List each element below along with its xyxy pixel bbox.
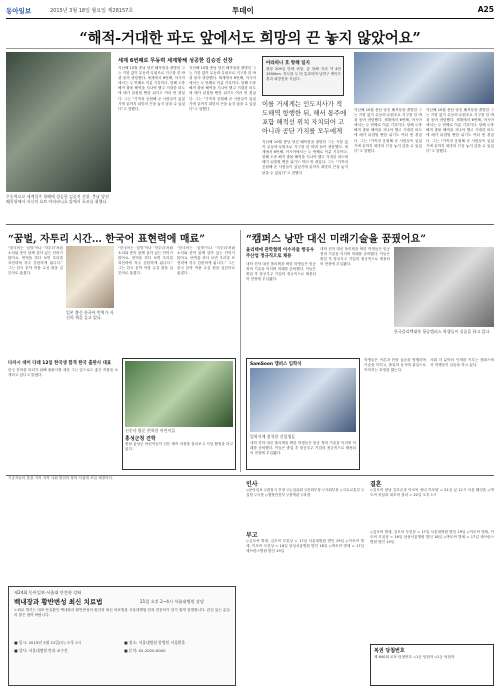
voyage-log-label: 아라파니 호 항해 일지 xyxy=(266,61,310,66)
field-trip-photo xyxy=(125,361,233,427)
newspaper-logo: 동아일보 xyxy=(6,7,32,15)
ceremony-photo-caption: 입학식에 참석한 신입생들 xyxy=(250,434,296,439)
story2-continued: 기증자들의 뜻을 기려 지역 사회 발전과 장학 사업에 쓰일 예정이다. xyxy=(8,476,114,480)
ceremony-text: 대학 진학 대신 폴리텍을 택한 학생들은 항공 정비 기술을 익히며 미래를 준비했다. 이들은 졸업 후 항공우주 기업의 정규직으로 채용되어 현장에 투입됐다. xyxy=(250,441,356,456)
story3-kicker: 올리텍에 관학협력 이수자들 항공우주산업 정규직으로 채용 xyxy=(246,248,315,259)
obituary-title: 부고 xyxy=(246,532,258,539)
story3-body-col2: 대학 진학 대신 폴리텍을 택한 학생들은 항공 정비 기술을 익히며 미래를 준비했다. 이들은 졸업 후 항공우주 기업의 정규직으로 채용되어 현장에 투입됐다. xyxy=(320,247,390,267)
ad-item: ■ 일시: 2015년 3월 21일(토) 오후 2시 xyxy=(14,640,82,645)
story1-body-col4: 지난해 10월 충남 당진 왜목항을 출발한 그는 기항 없이 무동력·무원조로 지구를 한 바퀴 돌아 귀항했다. 세계에서 6번째, 아시아에서는 두 번째로 이룬 기록이다. 항해 도중 해적 출몰 해역을 지나야 했고 거대한 파도에 배가 뒤집힐 뻔한 위기도 여러 번 겪었다. 그는 “가족과 응원해 준 사람들이 있었기에 끝까지 희망의 끈을 놓지 않을 수 있었다”고 말했다. xyxy=(354,108,422,153)
voyage-log-text: 출항 209일 만에 귀항. 총 항해 거리 약 4만1900km. 적도를 두 번 통과하며 남반구 케이프혼과 희망봉을 지났다. xyxy=(266,67,341,82)
ad-date-line: 21일 오후 2~4시 서울대병원 강당 xyxy=(140,599,204,604)
story1-body-col5: 지난해 10월 충남 당진 왜목항을 출발한 그는 기항 없이 무동력·무원조로 지구를 한 바퀴 돌아 귀항했다. 세계에서 6번째, 아시아에서는 두 번째로 이룬 기록이다. 항해 도중 해적 출몰 해역을 지나야 했고 거대한 파도에 배가 뒤집힐 뻔한 위기도 여러 번 겪었다. 그는 “가족과 응원해 준 사람들이 있었기에 끝까지 희망의 끈을 놓지 않을 수 있었다”고 말했다. xyxy=(426,108,494,153)
ceremony-label: SamSoon 캠퍼스 입학식 xyxy=(250,362,302,367)
story2-headline: “꿈벌, 자투리 시간… 한국어 표현력에 매료” xyxy=(8,234,205,245)
ad-item: ■ 문의: 02-2020-0000 xyxy=(124,648,166,653)
story1-kicker: 세계 6번째로 무동력 세계항해 성공한 김승진 선장 xyxy=(118,58,233,64)
story3-body-col4: 사회 각 분야의 인재를 키우는 캠퍼스에서 학생들이 실습을 하고 있다. xyxy=(430,358,494,368)
story1-body-col2: 지난해 10월 충남 당진 왜목항을 출발한 그는 기항 없이 무동력·무원조로 지구를 한 바퀴 돌아 귀항했다. 세계에서 6번째, 아시아에서는 두 번째로 이룬 기록이다. 항해 도중 해적 출몰 해역을 지나야 했고 거대한 파도에 배가 뒤집힐 뻔한 위기도 여러 번 겪었다. 그는 “가족과 응원해 준 사람들이 있었기에 끝까지 희망의 끈을 놓지 않을 수 있었다”고 말했다. xyxy=(189,66,256,111)
story2-body-col1: “한국어는 ‘꿈벌’이나 ‘자투리’처럼 소리와 뜻이 함께 살아 있는 단어가 많아요. 번역을 하다 보면 우리말 표현력에 자주 감탄하게 됩니다.” 그는 한국 문학 작품 수십 편을 일본어로 옮겼다. xyxy=(8,246,63,276)
pull-quote: 이를 거세게는 인도지사가 적도해역 항행한 뒤, 해서 통주에 포함 해적선 위치 자치되어 고 아니라 공단 가지를 모두에게 xyxy=(262,100,347,135)
story3-headline: “캠퍼스 낭만 대신 미래기술을 꿈꿨어요” xyxy=(246,234,426,245)
captain-photo-caption: 무동력으로 세계일주 항해에 성공한 김승진 선장. 충남 당진 왜목항에서 자신의 요트 아라파니호 앞에서 포즈를 취했다. xyxy=(6,194,109,204)
masthead xyxy=(6,4,494,18)
aerospace-photo xyxy=(394,247,494,327)
story1-rule xyxy=(6,224,494,225)
lottery-body: 제 640회 로또 당첨번호 ◇1등 당첨자 ◇2등 당첨자 xyxy=(374,655,455,659)
appointments-body: ◇동아일보 ▽편집국 부장 ▽논설위원 ▽문화부장 ▽사회부장 ◇국토교통부 ▽실장 ▽국장 ◇행정안전부 ▽정책관 ▽과장 xyxy=(246,488,364,498)
ad-item: ■ 장소: 서울대병원 암병원 서성환홀 xyxy=(124,640,186,645)
wedding-title: 결혼 xyxy=(370,481,382,488)
story1-body-col1: 지난해 10월 충남 당진 왜목항을 출발한 그는 기항 없이 무동력·무원조로 지구를 한 바퀴 돌아 귀항했다. 세계에서 6번째, 아시아에서는 두 번째로 이룬 기록이다. 항해 도중 해적 출몰 해역을 지나야 했고 거대한 파도에 배가 뒤집힐 뻔한 위기도 여러 번 겪었다. 그는 “가족과 응원해 준 사람들이 있었기에 끝까지 희망의 끈을 놓지 않을 수 있었다”고 말했다. xyxy=(118,66,185,111)
obituary-body-col1: ◇김모씨 별세, 김모씨 부친상 = 17일 서울대병원 발인 19일 ◇이모씨 별세, 이모씨 모친상 = 16일 삼성서울병원 발인 18일 ◇박모씨 별세 = 17일 세브란스병원 발인 19일 xyxy=(246,539,364,554)
ad-title: 백내장과 황반변성 최신 치료법 xyxy=(14,598,103,606)
ad-intro: 노화로 생기는 대표 안질환인 백내장과 황반변성의 원인과 최신 치료법을 서울대병원 안과 전문의가 알기 쉽게 설명합니다. 관심 있는 분들의 많은 참여 바랍니다. xyxy=(14,608,230,618)
wedding-body: ◇김모씨 장남 김모군과 이모씨 장녀 이모양 = 21일 낮 12시 서울 웨딩홀 ◇박모씨 차남과 최모씨 장녀 = 22일 오후 1시 xyxy=(370,488,494,498)
field-trip-title: 홍성군청 견학 xyxy=(125,436,156,442)
story3-body-col1: 대학 진학 대신 폴리텍을 택한 학생들은 항공 정비 기술을 익히며 미래를 준비했다. 이들은 졸업 후 항공우주 기업의 정규직으로 채용되어 현장에 투입됐다. xyxy=(246,262,316,282)
story2-body-col3: “한국어는 ‘꿈벌’이나 ‘자투리’처럼 소리와 뜻이 함께 살아 있는 단어가 많아요. 번역을 하다 보면 우리말 표현력에 자주 감탄하게 됩니다.” 그는 한국 문학 작품 수십 편을 일본어로 옮겼다. xyxy=(177,246,235,276)
ceremony-photo xyxy=(250,368,356,432)
page-number: A25 xyxy=(477,5,494,14)
column-divider xyxy=(240,230,241,472)
field-trip-photo-caption: 신문사 방문 견학한 어린이들 xyxy=(125,428,176,433)
story1-body-col3: 지난해 10월 충남 당진 왜목항을 출발한 그는 기항 없이 무동력·무원조로 지구를 한 바퀴 돌아 귀항했다. 세계에서 6번째, 아시아에서는 두 번째로 이룬 기록이다. 항해 도중 해적 출몰 해역을 지나야 했고 거대한 파도에 배가 뒤집힐 뻔한 위기도 여러 번 겪었다. 그는 “가족과 응원해 준 사람들이 있었기에 끝까지 희망의 끈을 놓지 않을 수 있었다”고 말했다. xyxy=(262,140,348,175)
appointments-title: 인사 xyxy=(246,481,258,488)
aerospace-photo-caption: 한국폴리텍대학 항공캠퍼스 학생들이 실습을 하고 있다. xyxy=(394,329,491,334)
obituary-body-col2: ◇김모씨 별세, 김모씨 부친상 = 17일 서울대병원 발인 19일 ◇이모씨 별세, 이모씨 모친상 = 16일 삼성서울병원 발인 18일 ◇박모씨 별세 = 17일 세브란스병원 발인 19일 xyxy=(370,530,494,545)
issue-date: 2015년 3월 18일 월요일 제28157호 xyxy=(50,8,134,14)
field-trip-text: 충남 홍성군 어린이들이 신문 제작 과정을 둘러보고 기념 촬영을 하고 있다. xyxy=(125,442,233,452)
yacht-photo xyxy=(354,52,494,104)
translator-photo xyxy=(66,246,114,308)
lottery-title: 복권 당첨번호 xyxy=(374,648,405,654)
section-title: 투데이 xyxy=(232,6,254,15)
story2-body-col2: “한국어는 ‘꿈벌’이나 ‘자투리’처럼 소리와 뜻이 함께 살아 있는 단어가 많아요. 번역을 하다 보면 우리말 표현력에 자주 감탄하게 됩니다.” 그는 한국 문학 작품 수십 편을 일본어로 옮겼다. xyxy=(118,246,173,276)
story2-sub-body: 한국 문학을 알리기 위해 출판사를 세운 그는 앞으로도 좋은 작품을 소개하고 싶다고 밝혔다. xyxy=(8,368,118,378)
ad-top-line: 제24회 동아일보·서울대 안전관 강좌 xyxy=(14,590,82,595)
translator-photo-caption: 일본 출신 한국어 번역가 자신의 책을 들고 있다. xyxy=(66,310,114,320)
main-headline: “해적-거대한 파도 앞에서도 희망의 끈 놓지 않았어요” xyxy=(79,30,421,47)
headline-rule xyxy=(6,48,494,49)
masthead-rule xyxy=(6,18,494,19)
captain-photo xyxy=(6,52,111,192)
ad-item: ■ 강사: 서울대병원 안과 교수진 xyxy=(14,648,68,653)
story3-body-col3: 학생들은 이론과 현장 실습을 병행하며 기술을 익히고, 졸업과 동시에 취업으로 이어지는 과정을 밟는다. xyxy=(364,358,426,373)
story2-subhead: 다자시 데이 다레 12일 한국생 합격 한국 출판사 대표 xyxy=(8,361,112,366)
